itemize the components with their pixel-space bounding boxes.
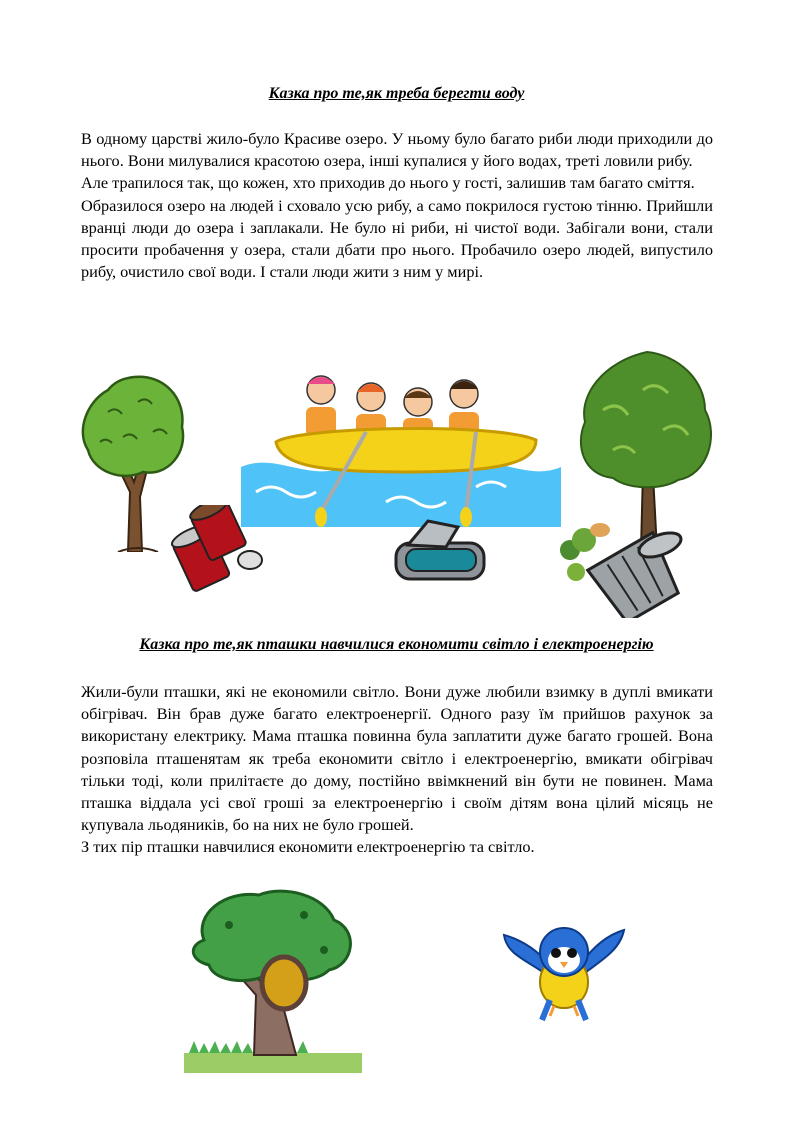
kids-boat-icon xyxy=(236,372,566,532)
story2-title: Казка про те,як пташки навчилися економити світло і електроенергію xyxy=(139,636,654,653)
hollow-tree-icon xyxy=(184,885,362,1075)
story1-text xyxy=(81,128,713,283)
story1-paragraph-1: В одному царстві жило-було Красиве озеро. У ньому було багато риби люди приходили до нього. Вони милувалися красотою озера, інші купалися у його водах, треті ловили рибу. xyxy=(81,129,713,171)
sardine-tin-icon xyxy=(388,515,490,587)
story2-text xyxy=(81,681,713,859)
story2-paragraph-2: З тих пір пташки навчилися економити електроенергію та світло. xyxy=(81,837,535,857)
story1-paragraph-2: Але трапилося так, що кожен, хто приходив до нього у гості, залишив там багато сміття. xyxy=(81,173,695,193)
bird-icon xyxy=(502,920,627,1030)
trash-can-icon xyxy=(548,510,688,618)
story1-paragraph-3: Образилося озеро на людей і сховало усю рибу, а само покрилося густою тінню. Прийшли вранці люди до озера і заплакали. Не було ні риби, ні чистої води. Забігали вони, стали просити пробачення у озера, стали дбати про нього. Пробачило озеро людей, випустило рибу, очистило свої води. І стали люди жити з ним у мирі. xyxy=(81,195,713,282)
story2-paragraph-1: Жили-були пташки, які не економили світло. Вони дуже любили взимку в дуплі вмикати обігрівач. Він брав дуже багато електроенергії. Одного разу їм прийшов рахунок за використану електрику. Мама пташка повинна була заплатити дуже багато грошей. Вона розповіла пташенятам як треба економити світло і електроенергію, вмикати обігрівач тільки тоді, коли прилітаєте до дому, постійно ввімкнений він бути не повинен. Мама пташка віддала усі свої гроші за електроенергію і своїм дітям вона цілий місяць не купувала льодяників, бо на них не було грошей. xyxy=(81,682,713,835)
story1-title: Казка про те,як треба берегти воду xyxy=(268,85,525,102)
